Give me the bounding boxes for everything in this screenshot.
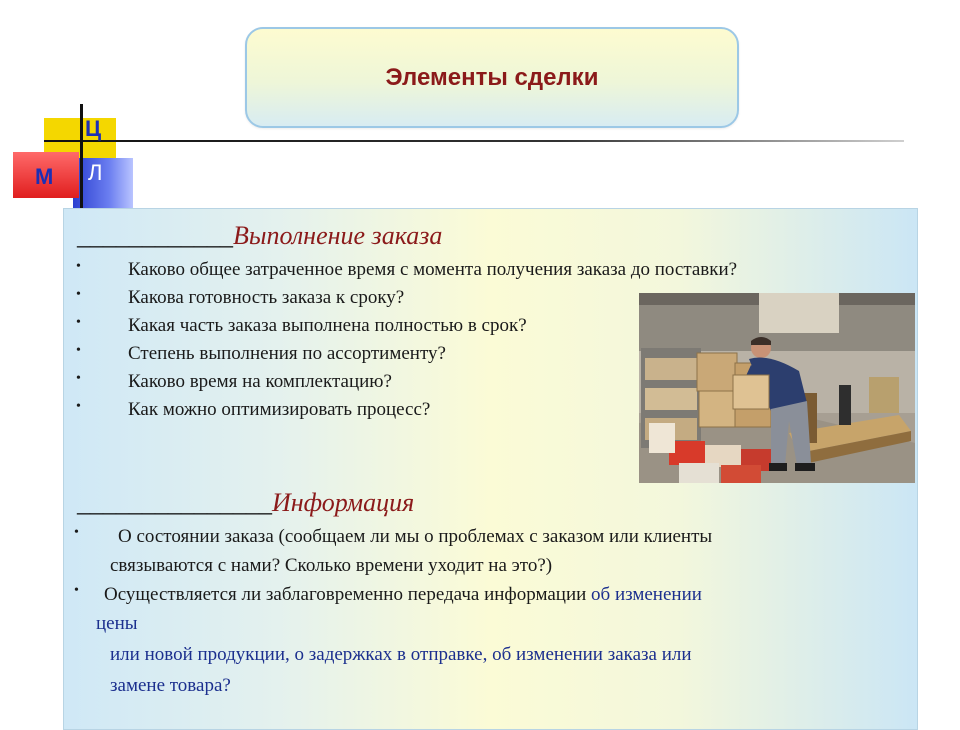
section-heading-fulfillment-text: Выполнение заказа (233, 221, 443, 250)
info-item-1-line-2: связываются с нами? Сколько времени уходит на это?) (110, 555, 553, 576)
section-heading-fulfillment: ____________Выполнение заказа (77, 221, 443, 250)
logo-letter-m: М (35, 164, 54, 189)
warehouse-illustration (639, 293, 915, 483)
bullet-icon: • (74, 583, 79, 598)
bullet-icon: • (76, 315, 81, 330)
bullet-icon: • (74, 525, 79, 540)
header-divider (44, 140, 904, 142)
info-item-1-line-1: О состоянии заказа (сообщаем ли мы о проблемах с заказом или клиенты (118, 526, 713, 547)
info-item-2-line-2: цены (96, 613, 138, 634)
list-item: • Как можно оптимизировать процесс? (128, 396, 737, 424)
section-heading-information: _______________Информация (77, 488, 415, 517)
bullet-icon: • (76, 371, 81, 386)
section-heading-information-text: Информация (272, 488, 415, 517)
list-item: • Каково время на комплектацию? (128, 368, 737, 396)
logo-letter-ts: Ц (85, 116, 102, 141)
logo-vertical-line (80, 104, 83, 216)
bullet-icon: • (76, 287, 81, 302)
list-item: • Степень выполнения по ассортименту? (128, 340, 737, 368)
bullet-icon: • (76, 259, 81, 274)
warehouse-photo (639, 293, 915, 483)
info-item-2-line-1-highlight: об изменении (591, 584, 702, 605)
slide-title: Элементы сделки (385, 63, 599, 91)
bullet-icon: • (76, 343, 81, 358)
list-item: • Какова готовность заказа к сроку? (128, 284, 737, 312)
title-box (245, 27, 739, 128)
bullet-icon: • (76, 399, 81, 414)
list-item: • Какая часть заказа выполнена полностью в срок? (128, 312, 737, 340)
list-item: • Каково общее затраченное время с момента получения заказа до поставки? (128, 256, 737, 284)
logo-letter-l: Л (88, 160, 103, 185)
info-item-2-line-4: замене товара? (110, 675, 231, 696)
info-item-2-line-1: Осуществляется ли заблаговременно передача информации (104, 584, 592, 605)
info-item-2-line-3: или новой продукции, о задержках в отправке, об изменении заказа или (110, 644, 692, 665)
